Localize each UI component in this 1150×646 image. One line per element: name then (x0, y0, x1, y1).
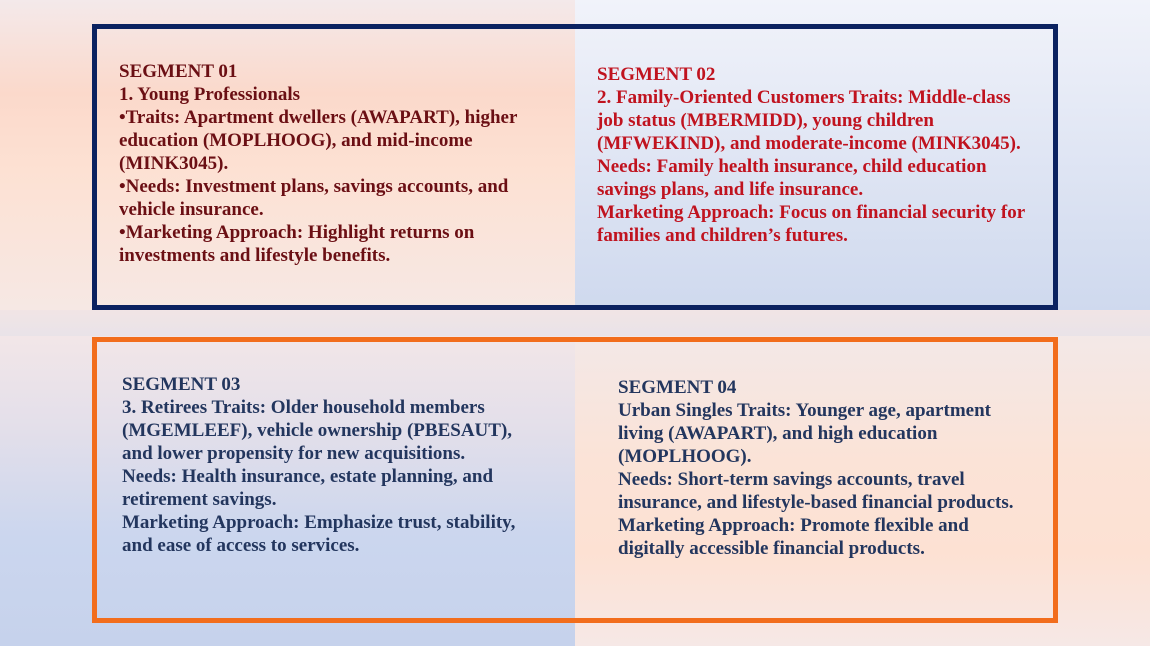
segment-01-textbox[interactable] (119, 60, 539, 267)
segment-02-traits: 2. Family-Oriented Customers Traits: Middle-class job status (MBERMIDD), young children (MFWEKIND), and moderate-income (MINK3045). (597, 87, 1021, 154)
segment-01-traits: •Traits: Apartment dwellers (AWAPART), higher education (MOPLHOOG), and mid-income (MINK3045). (119, 107, 518, 174)
segment-01-marketing: •Marketing Approach: Highlight returns on investments and lifestyle benefits. (119, 222, 475, 266)
segment-04-needs: Needs: Short-term savings accounts, travel insurance, and lifestyle-based financial products. (618, 469, 1014, 513)
segment-02-marketing: Marketing Approach: Focus on financial security for families and children’s futures. (597, 202, 1025, 246)
segment-03-textbox[interactable] (122, 373, 542, 557)
segment-04-marketing: Marketing Approach: Promote flexible and digitally accessible financial products. (618, 515, 969, 559)
segment-03-traits: 3. Retirees Traits: Older household members (MGEMLEEF), vehicle ownership (PBESAUT), and lower propensity for new acquisitions. (122, 397, 513, 464)
segment-03-needs: Needs: Health insurance, estate planning, and retirement savings. (122, 466, 494, 510)
segment-03-heading: SEGMENT 03 (122, 374, 241, 395)
segment-03-marketing: Marketing Approach: Emphasize trust, stability, and ease of access to services. (122, 512, 516, 556)
segment-04-heading: SEGMENT 04 (618, 377, 737, 398)
segment-04-traits: Urban Singles Traits: Younger age, apartment living (AWAPART), and high education (MOPLHOOG). (618, 400, 991, 467)
segment-04-textbox[interactable] (618, 376, 1038, 560)
segment-01-heading: SEGMENT 01 (119, 61, 238, 82)
segment-01-needs: •Needs: Investment plans, savings accounts, and vehicle insurance. (119, 176, 509, 220)
segment-01-title: 1. Young Professionals (119, 84, 301, 105)
segment-02-needs: Needs: Family health insurance, child education savings plans, and life insurance. (597, 156, 987, 200)
segment-02-textbox[interactable] (597, 63, 1037, 247)
segment-02-heading: SEGMENT 02 (597, 64, 716, 85)
